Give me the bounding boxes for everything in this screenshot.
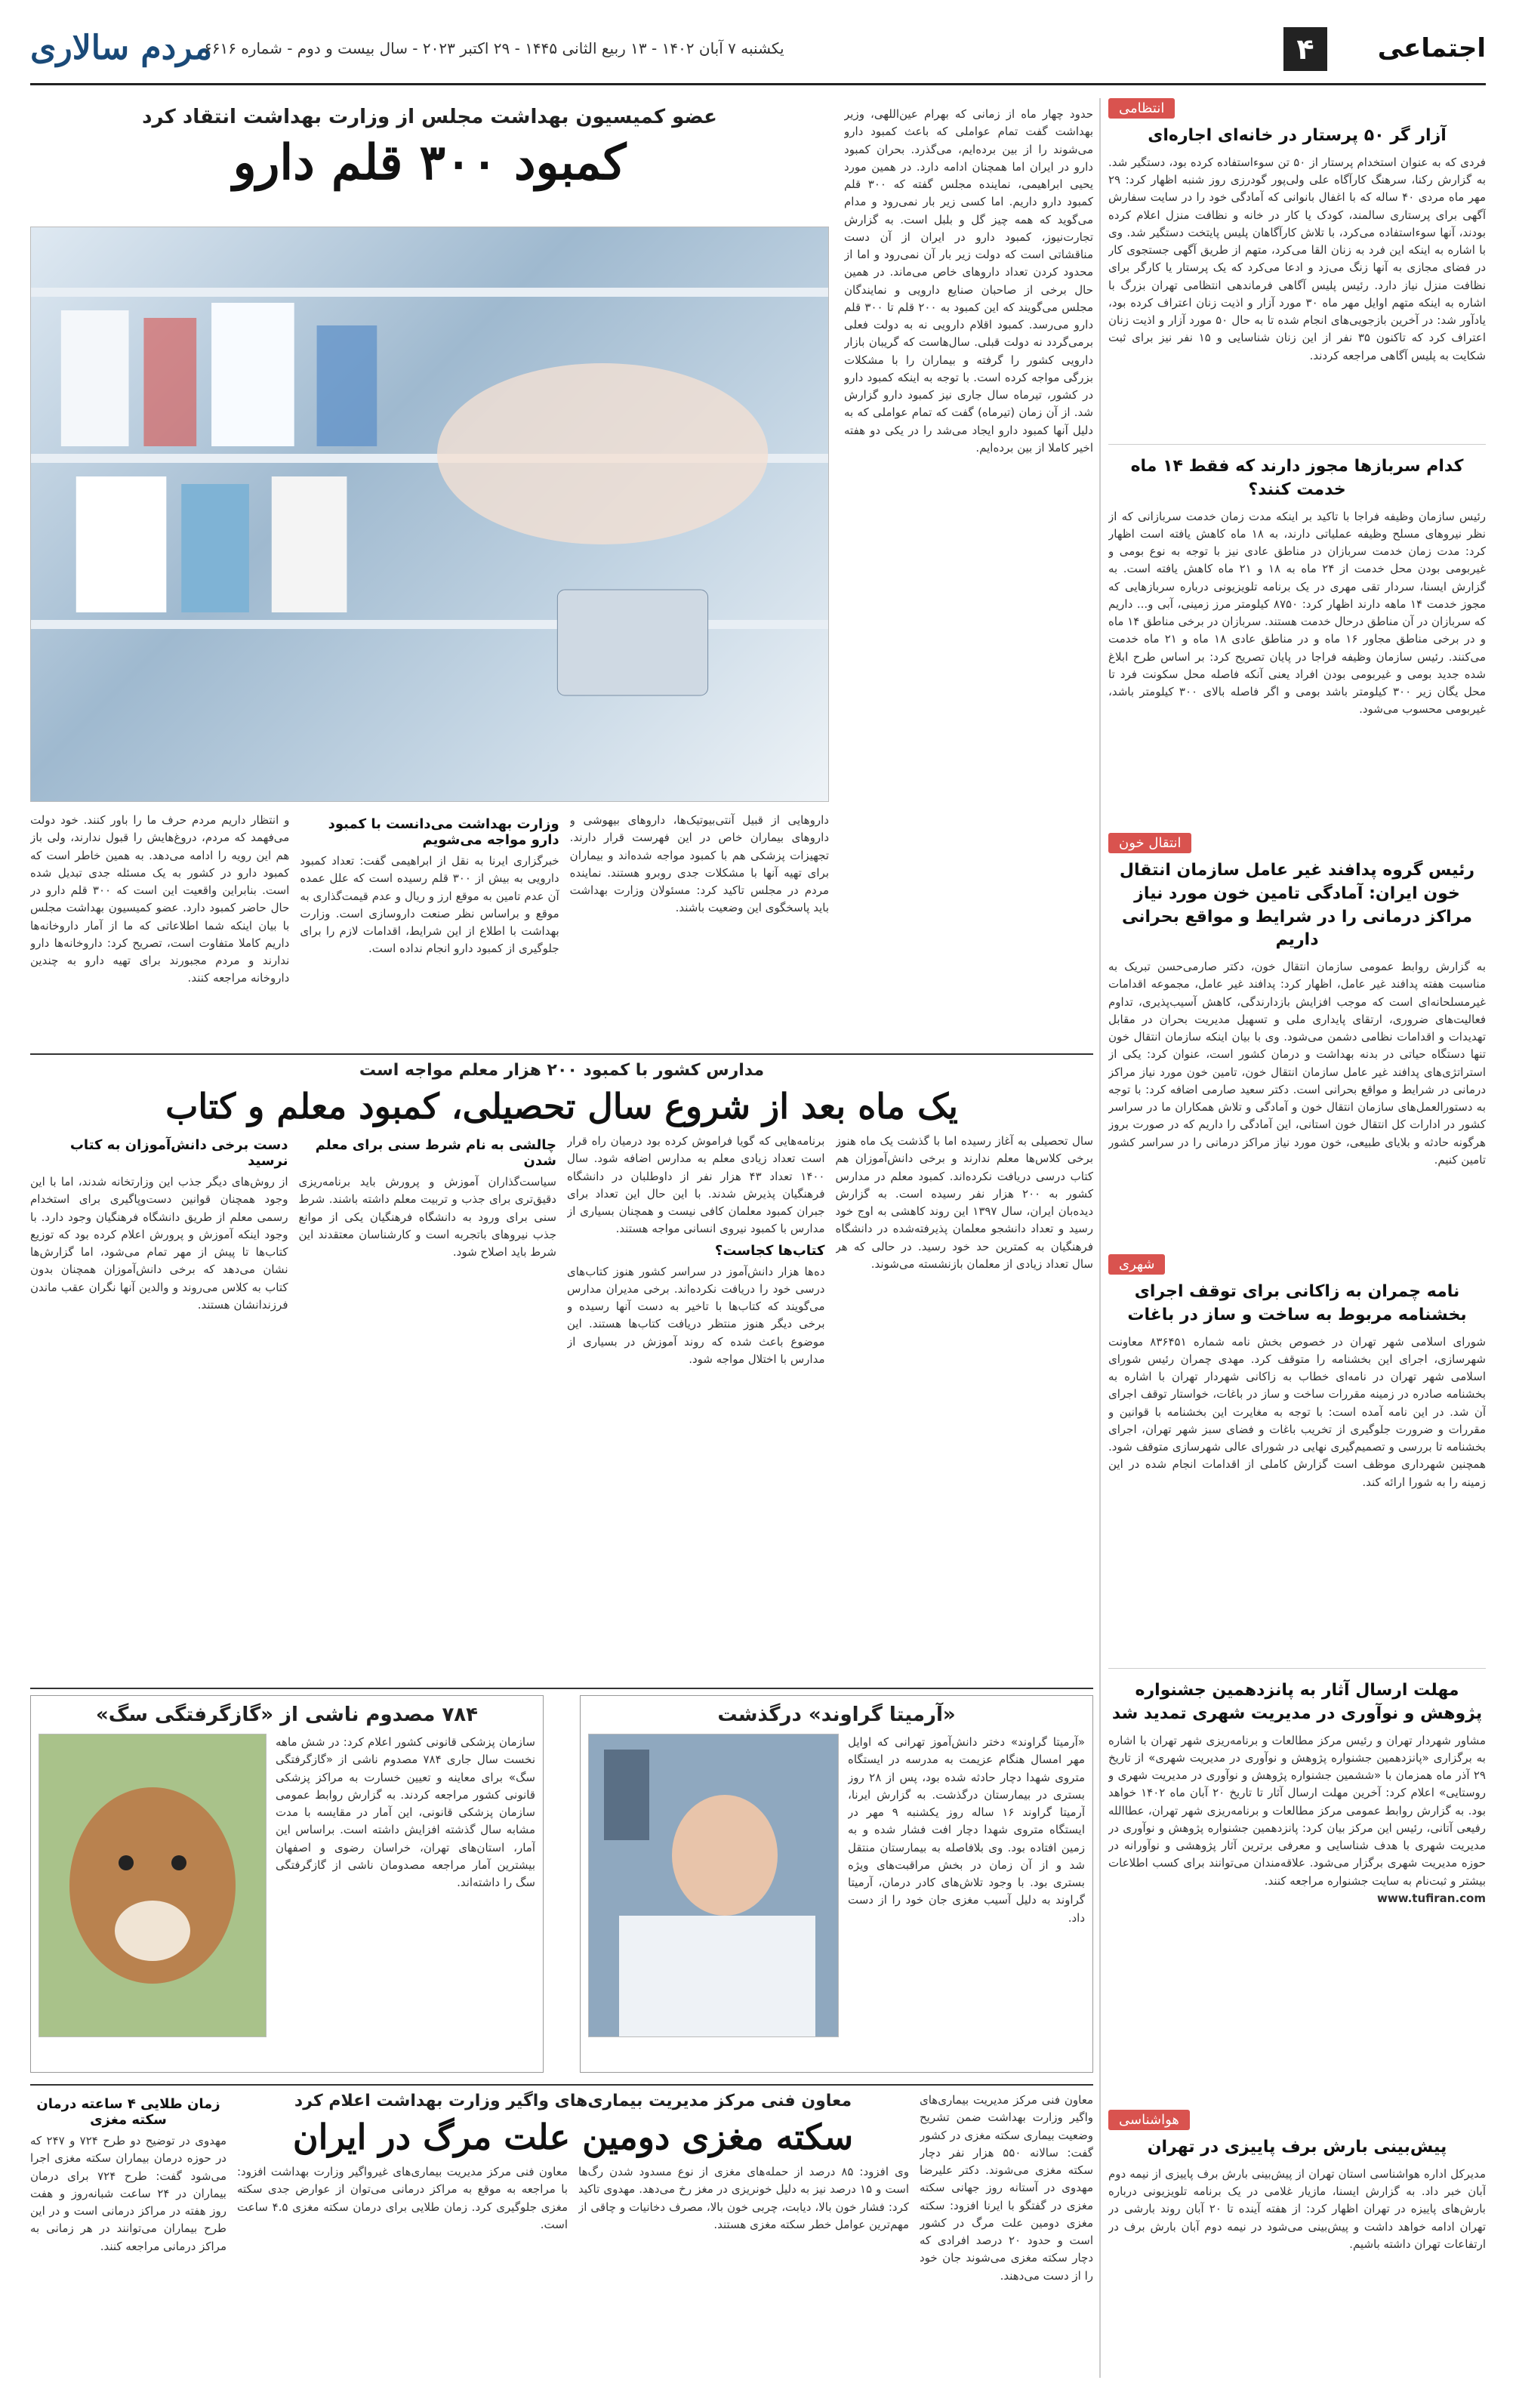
dateline: یکشنبه ۷ آبان ۱۴۰۲ - ۱۳ ربیع الثانی ۱۴۴۵ - ۲۹ اکتبر ۲۰۲۳ - سال بیست و دوم - شماره ۶۶۱۶: [204, 39, 784, 57]
lead-article: [30, 106, 1093, 1042]
article-subhead: دست برخی دانش‌آموزان به کتاب نرسید: [69, 1137, 288, 1169]
box-title: «آرمیتا گراوند» درگذشت: [717, 1703, 956, 1726]
article-body: و انتظار داریم مردم حرف ما را باور کنند. خود دولت می‌فهمد که مردم، دروغ‌هایش را قبول ندارند، ولی باز هم این رویه را ادامه می‌دهد. به همین خاطر است که کمبود دارو در کشور به یک مسئله جدی تبدیل شده است. بنابراین واقعیت این است که ۳۰۰ قلم دارو در حال حاضر کمبود دارد. عضو کمیسیون بهداشت مجلس با بیان اینکه شما اطلاعاتی که ما از آمار داروخانه‌ها داریم کاملا متفاوت است، تصریح کرد: داروخانه‌ها دارو ندارند و مردم مجبورند برای تهیه دارو به چندین داروخانه مراجعه کنند.: [30, 813, 290, 985]
section-tag: انتظامی: [1108, 98, 1175, 119]
website-link[interactable]: www.tufiran.com: [1376, 1891, 1486, 1905]
box-title: ۷۸۴ مصدوم ناشی از «گازگرفتگی سگ»: [95, 1703, 479, 1726]
section-tag: شهری: [1108, 1254, 1165, 1275]
article-title: کمبود ۳۰۰ قلم دارو: [233, 134, 627, 191]
story-body: به گزارش روابط عمومی سازمان انتقال خون، دکتر صارمی‌حسن تبریک به مناسبت هفته پدافند غیر عامل، اظهار کرد: پدافند غیر عامل، مجموعه اقدامات غیرمسلحانه‌ای است که موجب افزایش بازدارندگی، کاهش آسیب‌پذیری، تداوم فعالیت‌های ضروری، ارتقای پایداری ملی و تسهیل مدیریت بحران در مقابل تهدیدات و اقدامات نظامی دشمن می‌شود. وی با بیان اینکه سازمان انتقال خون تنها دستگاه حیاتی در بدنه بهداشت و درمان کشور است، عنوان کرد: یکی از استراتژی‌های پدافند غیر عامل سازمان انتقال خون، تامین خون مورد نیاز مراکز درمانی در شرایط و مواقع بحرانی است. دکتر سعید صارمی اضافه کرد: با توجه به دستورالعمل‌های سازمان انتقال خون و آمادگی و تلاش همکاران ما در سراسر کشور در ادارات کل انتقال خون استانی، این آمادگی را داریم که در صورت بروز هرگونه حادثه و بلایای طبیعی، خون مورد نیاز مراکز درمانی را در سراسر کشور تامین کنیم.: [1108, 960, 1486, 1167]
sidebar-story-1: [1108, 98, 1486, 430]
school-article: [30, 1061, 1093, 1680]
article-body: حدود چهار ماه از زمانی که بهرام عین‌اللهی، وزیر بهداشت گفت تمام عواملی که باعث کمبود دارو می‌شوند را از بین برده‌ایم، می‌گذرد. بحران کمبود دارو در ایران اما همچنان ادامه دارد. در همین مورد یحیی ابراهیمی، نماینده مجلس گفته که ۳۰۰ قلم کمبود دارو داریم. اما کسی زیر بار نمی‌رود و مدام می‌گوید که همه چیز گل و بلبل است. به گزارش تجارت‌نیوز، کمبود دارو در ایران از آن دست مناقشاتی است که دولت زیر بار آن نمی‌رود و اما از محدود کردن تعداد داروهای خاص می‌ماند. در همین حال برخی از صاحبان صنایع دارویی و نمایندگان مجلس می‌گویند که این کمبود به ۲۰۰ قلم تا ۳۰۰ قلم دارو می‌رسد. کمبود اقلام دارویی نه به دولت فعلی برمی‌گردد نه دولت قبلی. سال‌هاست که گریبان بازار دارویی کشور را گرفته و بیماران را با مشکلات بزرگی مواجه کرده است. با توجه به اینکه کمبود دارو در کشور، تیرماه سال جاری نیز کمبود دارو گزارش شد. از آن زمان (تیرماه) گفت که تمام عواملی که به دلیل آنها کمبود دارو ایجاد می‌شد را در یکی دو هفته اخیر کاملا از بین برده‌ایم.: [844, 107, 1093, 455]
article-body: از روش‌های دیگر جذب این وزارتخانه شدند، اما با این وجود همچنان قوانین دست‌وپاگیری برای استخدام رسمی معلم از طریق دانشگاه فرهنگیان وجود دارد. با وجود اینکه آموزش و پرورش اعلام کرده بود که توزیع کتاب‌ها تا پیش از مهر تمام می‌شود، اما گزارش‌ها نشان می‌دهد که برخی دانش‌آموزان همچنان بدون کتاب به کلاس می‌روند و والدین آنها نگران عقب ماندن فرزندانشان هستند.: [30, 1175, 288, 1312]
headline: پیش‌بینی بارش برف پاییزی در تهران: [1147, 2138, 1447, 2157]
section-tag: انتقال خون: [1108, 833, 1191, 853]
article-body: سیاست‌گذاران آموزش و پرورش باید برنامه‌ریزی دقیق‌تری برای جذب و تربیت معلم داشته باشند. شرط سنی برای ورود به دانشگاه فرهنگیان یکی از موانع جذب نیروهای باتجربه است و کارشناسان معتقدند این شرط باید اصلاح شود.: [298, 1175, 556, 1259]
dog-photo: [39, 1734, 267, 2037]
page-number: ۴: [1283, 27, 1327, 71]
divider: [30, 1688, 1093, 1689]
article-title: یک ماه بعد از شروع سال تحصیلی، کمبود معلم و کتاب: [165, 1086, 958, 1127]
sidebar-story-2: [1108, 444, 1486, 819]
sidebar-story-4: [1108, 1254, 1486, 1654]
article-title: سکته مغزی دومین علت مرگ در ایران: [292, 2117, 854, 2157]
hospital-photo: [588, 1734, 839, 2037]
divider: [30, 2084, 1093, 2086]
box-body: سازمان پزشکی قانونی کشور اعلام کرد: در شش ماهه نخست سال جاری ۷۸۴ مصدوم ناشی از «گازگرفتگی سگ» برای معاینه و تعیین خسارت به مراکز پزشکی قانونی کشور مراجعه کردند. به گزارش روابط عمومی سازمان پزشکی قانونی، این آمار در مقایسه با مدت مشابه سال گذشته افزایش داشته است. براساس این آمار، استان‌های تهران، خراسان رضوی و اصفهان بیشترین آمار مراجعه مصدومان ناشی از گازگرفتگی سگ را داشته‌اند.: [276, 1735, 535, 1889]
article-body: مهدوی در توضیح دو طرح ۷۲۴ و ۲۴۷ که در حوزه درمان بیماران سکته مغزی اجرا می‌شود گفت: طرح ۷۲۴ برای درمان بیماران در ۲۴ ساعت شبانه‌روز و هفت روز هفته در مراکز درمانی است و در این طرح بیماران می‌توانند در هر زمانی به مراکز درمانی مراجعه کنند.: [30, 2134, 226, 2253]
story-body: مدیرکل اداره هواشناسی استان تهران از پیش‌بینی بارش برف پاییزی از نیمه دوم آبان خبر داد. به گزارش ایسنا، مازیار غلامی در یک برنامه تلویزیونی درباره بارش‌های پاییزه در تهران اظهار کرد: از هفته آینده تا ۲۰ آبان روند بارشی در تهران ادامه خواهد داشت و پیش‌بینی می‌شود در نیمه دوم آبان بارش برف در ارتفاعات تهران داشته باشیم.: [1108, 2166, 1486, 2251]
article-body: وی افزود: ۸۵ درصد از حمله‌های مغزی از نوع مسدود شدن رگ‌ها است و ۱۵ درصد نیز به دلیل خونریزی در مغز رخ می‌دهد. مهدوی تاکید کرد: فشار خون بالا، دیابت، چربی خون بالا، مصرف دخانیات و چاقی از مهم‌ترین عوامل خطر سکته مغزی هستند.: [578, 2165, 909, 2231]
sidebar-story-6: [1108, 2110, 1486, 2306]
article-body: معاون فنی مرکز مدیریت بیماری‌های غیرواگیر وزارت بهداشت افزود: با مراجعه به موقع به مراکز درمانی می‌توان از عوارض جدی سکته مغزی جلوگیری کرد. زمان طلایی برای درمان سکته مغزی ۴.۵ ساعت است.: [237, 2165, 568, 2231]
pharmacy-shelf-icon: [31, 227, 828, 801]
article-subhead: چالشی به نام شرط سنی برای معلم شدن: [315, 1137, 556, 1169]
headline: مهلت ارسال آثار به پانزدهمین جشنواره پژوهش و نوآوری در مدیریت شهری تمدید شد: [1111, 1681, 1483, 1723]
story-body: فردی که به عنوان استخدام پرستار از ۵۰ تن سوءاستفاده کرده بود، دستگیر شد. به گزارش رکنا، سرهنگ کارآگاه علی ولی‌پور گودرزی روز شنبه اظهار کرد: ۲۹ مهر ماه مردی ۴۰ ساله که با اغفال بانوانی که آمادگی خود را در سایت سفارش آگهی برای پرستاری سالمند، کودک یا کار در خانه و نظافت منزل اعلام کرده بودند، آنها سوءاستفاده می‌کرد، با تلاش کارآگاهان پلیس پایتخت دستگیر شد. وی با اشاره به اینکه این فرد به زنان القا می‌کرد، متهم از طریق آگهی جستجوی کار در فضای مجازی به آنها زنگ می‌زد و ادعا می‌کرد که یک پرستار یا کارگر برای نظافت منزل نیاز دارد. رئیس پلیس آگاهی فرماندهی انتظامی تهران بزرگ با اشاره به اینکه متهم اوایل مهر ماه ۳۰ مورد آزار و اذیت زنان اعتراف کرده بود، یادآور شد: در آخرین بازجویی‌های انجام شده تا به حال ۵۰ مورد آزار و اذیت زنان اعتراف کرد که تاکنون ۳۵ نفر از این زنان شناسایی و ۱۵ نفر نیز برای ثبت شکایت به پلیس آگاهی مراجعه کردند.: [1108, 155, 1486, 362]
pharmacy-photo: [30, 227, 829, 802]
sidebar-story-5: [1108, 1668, 1486, 2096]
section-tag: هواشناسی: [1108, 2110, 1190, 2130]
divider: [30, 1053, 1093, 1055]
article-kicker: مدارس کشور با کمبود ۲۰۰ هزار معلم مواجه است: [359, 1061, 765, 1080]
box-body: «آرمیتا گراوند» دختر دانش‌آموز تهرانی که اوایل مهر امسال هنگام عزیمت به مدرسه در ایستگاه متروی شهدا دچار حادثه شده بود، پس از ۲۸ روز بستری در بیمارستان درگذشت. به گزارش ایرنا، آرمیتا گراوند ۱۶ ساله روز یکشنبه ۹ مهر در ایستگاه متروی شهدا دچار افت فشار شده و به زمین افتاده بود. وی بلافاصله به بیمارستان منتقل شد و از آن زمان در بخش مراقبت‌های ویژه بستری بود. با وجود تلاش‌های کادر درمان، آرمیتا گراوند به دلیل آسیب مغزی جان خود را از دست داد.: [848, 1735, 1085, 1925]
article-subhead: کتاب‌ها کجاست؟: [714, 1242, 825, 1259]
hospital-bed-icon: [589, 1734, 838, 2036]
newspaper-logo: مردم سالاری: [30, 29, 213, 67]
article-body: معاون فنی مرکز مدیریت بیماری‌های واگیر وزارت بهداشت ضمن تشریح وضعیت بیماری سکته مغزی در کشور گفت: سالانه ۵۵۰ هزار نفر دچار سکته مغزی می‌شوند. دکتر علیرضا مهدوی در آستانه روز جهانی سکته مغزی در گفتگو با ایرنا افزود: سکته مغزی دومین علت مرگ در کشور است و حدود ۲۰ درصد افرادی که دچار سکته مغزی می‌شوند جان خود را از دست می‌دهند.: [920, 2093, 1093, 2283]
article-body: داروهایی از قبیل آنتی‌بیوتیک‌ها، داروهای بیهوشی و داروهای بیماران خاص در این فهرست قرار دارند. تجهیزات پزشکی هم با کمبود مواجه شده‌اند و بیماران برای تهیه آنها با مشکلات جدی روبرو هستند. نماینده مردم در مجلس تاکید کرد: مسئولان وزارت بهداشت باید پاسخگوی این وضعیت باشند.: [569, 813, 829, 915]
article-kicker: معاون فنی مرکز مدیریت بیماری‌های واگیر وزارت بهداشت اعلام کرد: [294, 2092, 852, 2110]
headline: آزار گر ۵۰ پرستار در خانه‌ای اجاره‌ای: [1148, 126, 1447, 145]
masthead: [30, 23, 1486, 85]
stroke-article: [30, 2092, 1093, 2379]
article-body: ده‌ها هزار دانش‌آموز در سراسر کشور هنوز کتاب‌های درسی خود را دریافت نکرده‌اند. برخی مدیران مدارس می‌گویند که کتاب‌ها با تاخیر به دست آنها رسیده و برخی دیگر هنوز منتظر دریافت کتاب‌ها هستند. این موضوع باعث شده که روند آموزش در بسیاری از مدارس با اختلال مواجه شود.: [567, 1264, 825, 1366]
article-body: برنامه‌هایی که گویا فراموش کرده بود درمیان راه قرار است تعداد زیادی معلم به مدارس اضافه شود. سال ۱۴۰۰ تعداد ۴۳ هزار نفر از داوطلبان در دانشگاه فرهنگیان پذیرش شدند. با این حال این تعداد برای جبران کمبود معلمان کافی نیست و همچنان بسیاری از مدارس با کمبود نیروی انسانی مواجه هستند.: [567, 1134, 825, 1236]
headline: رئیس گروه پدافند غیر عامل سازمان انتقال خون ایران: آمادگی تامین خون مورد نیاز مراکز درمانی را در شرایط و مواقع بحرانی داریم: [1119, 861, 1475, 950]
story-body: مشاور شهردار تهران و رئیس مرکز مطالعات و برنامه‌ریزی شهر تهران با اشاره به برگزاری «پانزدهمین جشنواره پژوهش و نوآوری در مدیریت شهری» از تاریخ ۲۹ آذر ماه همزمان با «ششمین جشنواره پژوهش و نوآوری در مدیریت شهری و روستایی» اعلام کرد: آخرین مهلت ارسال آثار تا تاریخ ۲۰ آبان ماه ۱۴۰۲ خواهد بود. به گزارش روابط عمومی مرکز مطالعات و برنامه‌ریزی شهر تهران، عطاالله رفیعی آتانی، رئیس این مرکز بیان کرد: پانزدهمین جشنواره پژوهش و نوآوری در مدیریت شهری با هدف شناسایی و معرفی برترین آثار پژوهشی و نوآورانه در حوزه مدیریت شهری برگزار می‌شود. علاقه‌مندان می‌توانند برای کسب اطلاعات بیشتر و ثبت‌نام به سایت جشنواره مراجعه کنند.: [1108, 1733, 1486, 1888]
story-body: رئیس سازمان وظیفه فراجا با تاکید بر اینکه مدت زمان خدمت سربازانی که از نظر نیروهای مسلح وظیفه عملیاتی دارند، به ۱۸ ماه کاهش یافته است اظهار کرد: مدت زمان خدمت سربازان در مناطق عادی نیز با توجه به نوع بومی و غیربومی بودن محل خدمت از ۲۴ ماه به ۱۸ و ۲۱ ماه کاهش یافته است. به گزارش ایسنا، سردار تقی مهری در یک برنامه تلویزیونی درباره سربازهایی که مجوز خدمت ۱۴ ماهه دارند اظهار کرد: ۸۷۵۰ کیلومتر مرز زمینی، آبی و... داریم که سربازان در آن مناطق درحال خدمت هستند. سربازان در برخی مناطق ۱۴ ماه و در برخی مناطق مجاور ۱۶ ماه و در مناطق عادی ۱۸ ماه و ۲۱ ماه خدمت می‌کنند. رئیس سازمان وظیفه فراجا در پایان تصریح کرد: بر اساس طرح ابلاغ شده جدید بومی و غیربومی بودن افراد یعنی آنکه فاصله محل سکونت فرد تا محل یگان زیر ۳۰۰ کیلومتر باشد بومی و اگر فاصله بالای ۳۰۰ کیلومتر باشد، غیربومی محسوب می‌شود.: [1108, 509, 1486, 717]
article-kicker: عضو کمیسیون بهداشت مجلس از وزارت بهداشت انتقاد کرد: [142, 106, 717, 128]
section-name: اجتماعی: [1377, 33, 1486, 63]
headline: نامه چمران به زاکانی برای توقف اجرای بخشنامه مربوط به ساخت و ساز در باغات: [1127, 1282, 1467, 1324]
sidebar-story-3: [1108, 833, 1486, 1241]
article-body: خبرگزاری ایرنا به نقل از ابراهیمی گفت: تعداد کمبود دارویی به بیش از ۳۰۰ قلم رسیده است که علل عمده آن عدم تامین به موقع ارز و ریال و عدم قیمت‌گذاری به موقع و براساس نظر صنعت داروسازی است. وزارت بهداشت با اطلاع از این شرایط، اقدامات لازم را برای جلوگیری از کمبود دارو انجام نداده است.: [300, 854, 559, 956]
headline: کدام سربازها مجوز دارند که فقط ۱۴ ماه خدمت کنند؟: [1130, 457, 1464, 499]
article-subhead: زمان طلایی ۴ ساعته درمان سکته مغزی: [36, 2096, 220, 2128]
article-subhead: وزارت بهداشت می‌دانست با کمبود دارو مواجه می‌شویم: [328, 816, 559, 848]
story-body: شورای اسلامی شهر تهران در خصوص بخش نامه شماره ۸۳۶۴۵۱ معاونت شهرسازی، اجرای این بخشنامه را متوقف کرد. مهدی چمران رئیس شورای اسلامی شهر تهران در نامه‌ای خطاب به زاکانی شهردار تهران با اشاره به بخشنامه صادره در زمینه مقررات ساخت و ساز در باغات، خواستار توقف اجرای آن شد. در این نامه آمده است: با توجه به مغایرت این بخشنامه با قوانین و مقررات و ضرورت جلوگیری از تخریب باغات و فضای سبز شهر تهران، اجرای بخشنامه تا بررسی و تصمیم‌گیری نهایی در شورای عالی شهرسازی متوقف شود. همچنین شهرداری موظف است گزارش کاملی از اقدامات انجام شده در این زمینه را به شورا ارائه کند.: [1108, 1334, 1486, 1489]
box-dog-bites: [30, 1695, 544, 2073]
sidebar: [1099, 98, 1486, 2378]
dog-icon: [39, 1734, 266, 2036]
box-armita: [580, 1695, 1093, 2073]
article-body: سال تحصیلی به آغاز رسیده اما با گذشت یک ماه هنوز برخی کلاس‌ها معلم ندارند و برخی دانش‌آموزان هم کتاب درسی دریافت نکرده‌اند. کمبود معلم در مدارس کشور به ۲۰۰ هزار نفر رسیده است. به گزارش دیده‌بان ایران، سال ۱۳۹۷ این روند کاهشی به اوج خود رسید و تعداد دانشجو معلمان پذیرفته‌شده در دانشگاه فرهنگیان به کمترین حد خود رسید. در حالی که هر سال تعداد زیادی از معلمان بازنشسته می‌شوند.: [835, 1134, 1093, 1271]
